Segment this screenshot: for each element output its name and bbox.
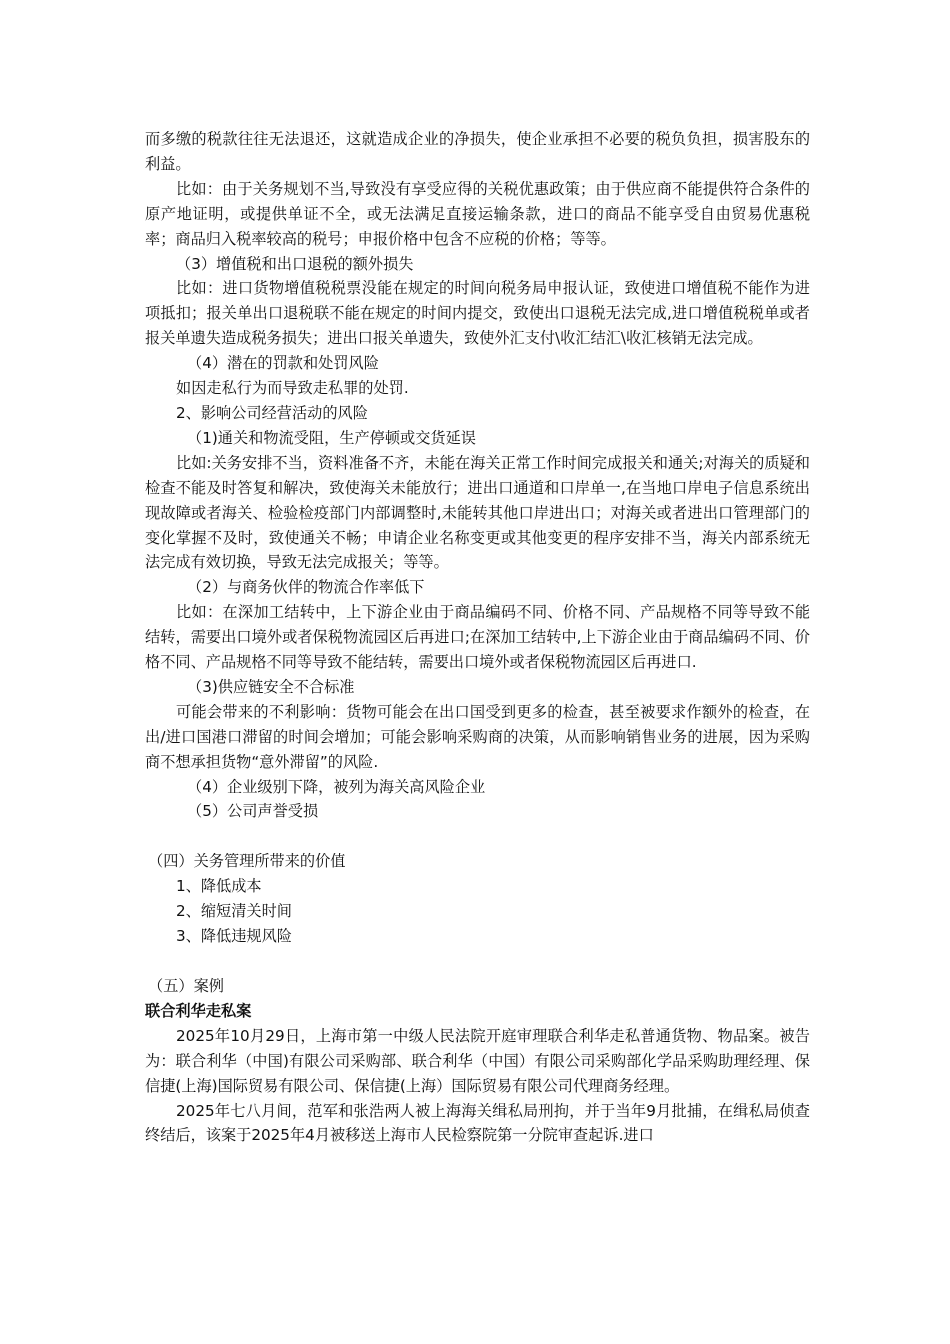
list-item-reduce-cost: 1、降低成本 (176, 877, 262, 896)
paragraph-case-trial: 2025年10月29日，上海市第一中级人民法院开庭审理联合利华走私普通货物、物品案。被告为：联合利华（中国)有限公司采购部、联合利华（中国）有限公司采购部化学品采购助理经理、保信捷(上海)国际贸易有限公司、保信捷(上海）国际贸易有限公司代理商务经理。 (145, 1026, 810, 1095)
heading-risk-level: （4）企业级别下降，被列为海关高风险企业 (187, 777, 486, 796)
paragraph-tax-loss: 而多缴的税款往往无法退还，这就造成企业的净损失，使企业承担不必要的税负负担，损害股东的利益。 (145, 130, 810, 173)
section-heading-value: （四）关务管理所带来的价值 (148, 852, 346, 871)
spacer (145, 824, 810, 849)
heading-supply-chain: （3)供应链安全不合标准 (187, 677, 355, 696)
paragraph-processing-example: 比如：在深加工结转中，上下游企业由于商品编码不同、价格不同、产品规格不同等导致不能结转，需要出口境外或者保税物流园区后再进口;在深加工结转中,上下游企业由于商品编码不同、价格不同、产品规格不同等导致不能结转，需要出口境外或者保税物流园区后再进口. (145, 603, 810, 672)
paragraph-smuggling-penalty: 如因走私行为而导致走私罪的处罚. (176, 379, 409, 398)
case-title: 联合利华走私案 (145, 1001, 252, 1020)
paragraph-case-arrest: 2025年七八月间，范军和张浩两人被上海海关缉私局刑拘，并于当年9月批捕，在缉私局侦查终结后，该案于2025年4月被移送上海市人民检察院第一分院审查起诉.进口 (145, 1101, 810, 1145)
heading-penalty-risk: （4）潜在的罚款和处罚风险 (187, 354, 379, 373)
paragraph-tariff-example: 比如：由于关务规划不当,导致没有享受应得的关税优惠政策；由于供应商不能提供符合条件的原产地证明，或提供单证不全，或无法满足直接运输条款，进口的商品不能享受自由贸易优惠税率；商品归入税率较高的税号；申报价格中包含不应税的价格；等等。 (145, 179, 810, 248)
section-heading-case: （五）案例 (148, 977, 224, 995)
heading-reputation: （5）公司声誉受损 (187, 802, 319, 821)
heading-customs-logistics: （1)通关和物流受阻，生产停顿或交货延误 (187, 428, 476, 447)
list-item-reduce-violation: 3、降低违规风险 (176, 927, 292, 946)
heading-partner-logistics: （2）与商务伙伴的物流合作率低下 (187, 578, 425, 597)
heading-business-risk: 2、影响公司经营活动的风险 (176, 403, 368, 422)
document-body (145, 127, 810, 1148)
paragraph-vat-example: 比如：进口货物增值税税票没能在规定的时间向税务局申报认证，致使进口增值税不能作为进项抵扣；报关单出口退税联不能在规定的时间内提交，致使出口退税无法完成,进口增值税税单或者报关单遗失造成税务损失；进出口报关单遗失，致使外汇支付\收汇结汇\收汇核销无法完成。 (145, 279, 810, 348)
paragraph-supply-chain-impact: 可能会带来的不利影响：货物可能会在出口国受到更多的检查，甚至被要求作额外的检查，在出/进口国港口滞留的时间会增加；可能会影响采购商的决策，从而影响销售业务的进展，因为采购商不想承担货物“意外滞留”的风险. (145, 702, 810, 771)
list-item-shorten-clearance: 2、缩短清关时间 (176, 902, 292, 921)
paragraph-customs-example: 比如:关务安排不当，资料准备不齐，未能在海关正常工作时间完成报关和通关;对海关的质疑和检查不能及时答复和解决，致使海关未能放行；进出口通道和口岸单一,在当地口岸电子信息系统出现故障或者海关、检验检疫部门内部调整时,未能转其他口岸进出口；对海关或者进出口管理部门的变化掌握不及时，致使通关不畅；申请企业名称变更或其他变更的程序安排不当，海关内部系统无法完成有效切换，导致无法完成报关；等等。 (145, 453, 810, 572)
spacer (145, 949, 810, 974)
heading-vat-export-rebate: （3）增值税和出口退税的额外损失 (176, 254, 414, 273)
